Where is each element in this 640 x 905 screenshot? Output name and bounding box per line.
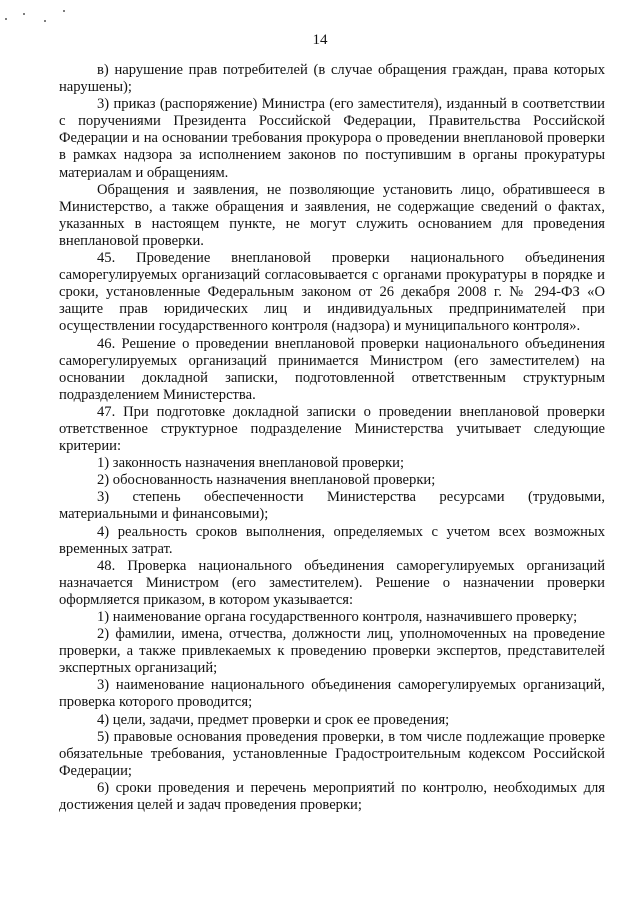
- paragraph: 48. Проверка национального объединения саморегулируемых организаций назначается Министром (его заместителем). Решение о назначении проверки оформляется приказом, в котором указывается:: [59, 557, 605, 608]
- paragraph: 46. Решение о проведении внеплановой проверки национального объединения саморегулируемых организаций принимается Министром (его заместителем) на основании докладной записки, подготовленной ответственным структурным подразделением Министерства.: [59, 335, 605, 403]
- paragraph: 1) законность назначения внеплановой проверки;: [97, 455, 405, 472]
- paragraph: 4) реальность сроков выполнения, определяемых с учетом всех возможных временных затрат.: [59, 523, 605, 557]
- paragraph: 4) цели, задачи, предмет проверки и срок ее проведения;: [97, 711, 450, 728]
- paragraph: 47. При подготовке докладной записки о проведении внеплановой проверки ответственное структурное подразделение Министерства учитывает следующие критерии:: [59, 403, 605, 455]
- scan-specks: [0, 0, 90, 30]
- paragraph: в) нарушение прав потребителей (в случае обращения граждан, права которых нарушены);: [59, 62, 605, 96]
- page-number: 14: [312, 32, 328, 48]
- paragraph: 5) правовые основания проведения проверки, в том числе подлежащие проверке обязательные требования, установленные Градостроительным кодексом Российской Федерации;: [59, 728, 605, 779]
- paragraph: 3) степень обеспеченности Министерства ресурсами (трудовыми, материальными и финансовыми);: [59, 489, 605, 523]
- paragraph: 45. Проведение внеплановой проверки национального объединения саморегулируемых организаций согласовывается с органами прокуратуры в порядке и сроки, установленные Федеральным законом от 26 декабря 2008 г. № 294-ФЗ «О защите прав юридических лиц и индивидуальных предпринимателей при осуществлении государственного контроля (надзора) и муниципального контроля».: [59, 250, 605, 335]
- paragraph: 2) фамилии, имена, отчества, должности лиц, уполномоченных на проведение проверки, а также привлекаемых к проведению проверки экспертов, представителей экспертных организаций;: [59, 626, 605, 677]
- paragraph: 3) наименование национального объединения саморегулируемых организаций, проверка которого проводится;: [59, 677, 605, 711]
- paragraph: 6) сроки проведения и перечень мероприятий по контролю, необходимых для достижения целей и задач проведения проверки;: [59, 779, 605, 814]
- paragraph: 3) приказ (распоряжение) Министра (его заместителя), изданный в соответствии с поручениями Президента Российской Федерации, Правительства Российской Федерации и на основании требования прокурора о проведении внеплановой проверки в рамках надзора за исполнением законов по поступившим в органы прокуратуры материалам и обращениям.: [59, 96, 605, 181]
- paragraph: 1) наименование органа государственного контроля, назначившего проверку;: [97, 609, 578, 625]
- paragraph: 2) обоснованность назначения внеплановой проверки;: [97, 472, 436, 489]
- document-body: [59, 62, 605, 814]
- paragraph: Обращения и заявления, не позволяющие установить лицо, обратившееся в Министерство, а также обращения и заявления, не содержащие сведений о фактах, указанных в настоящем пункте, не могут служить основанием для проведения внеплановой проверки.: [59, 181, 605, 249]
